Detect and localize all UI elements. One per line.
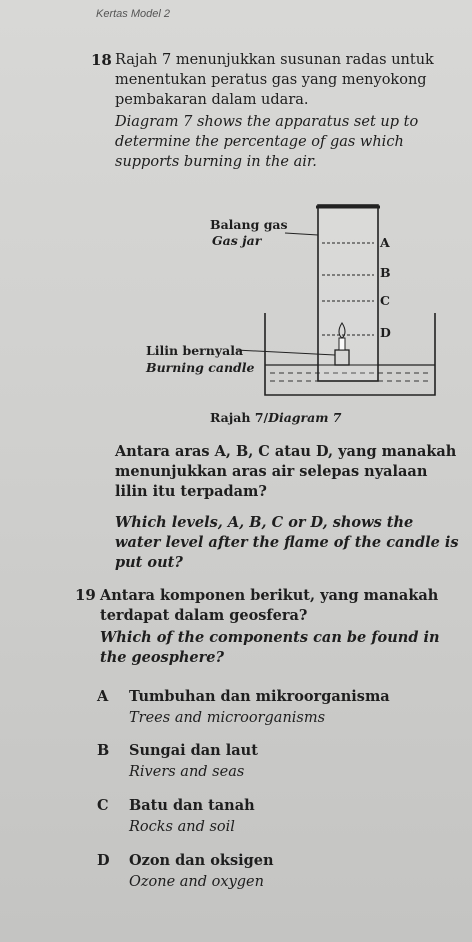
- gas-jar-label-ms: Balang gas: [210, 217, 288, 232]
- option-d-letter: D: [97, 852, 110, 869]
- level-label-c: C: [380, 293, 390, 308]
- pointer-gas-jar: [285, 233, 318, 235]
- option-c-english: Rocks and soil: [129, 819, 235, 835]
- level-label-d: D: [380, 325, 391, 340]
- candle: [339, 338, 345, 350]
- option-b-english: Rivers and seas: [129, 764, 245, 780]
- level-label-a: A: [380, 235, 390, 250]
- question-19-malay-text: Antara komponen berikut, yang manakah terdapat dalam geosfera?: [100, 587, 439, 624]
- option-b-letter: B: [97, 742, 110, 759]
- option-a-english: Trees and microorganisms: [129, 710, 326, 726]
- candle-label-en: Burning candle: [146, 360, 255, 375]
- question-18-number: 18: [91, 51, 112, 69]
- question-18-malay-text: Rajah 7 menunjukkan susunan radas untuk menentukan peratus gas yang menyokong pembakaran dalam udara.: [115, 52, 434, 108]
- question-18-english-text: Diagram 7 shows the apparatus set up to determine the percentage of gas which supports burning in the air.: [115, 114, 419, 170]
- level-label-b: B: [380, 265, 391, 280]
- gas-jar-label-en: Gas jar: [212, 233, 262, 248]
- page-header: Kertas Model 2: [96, 8, 170, 20]
- diagram-7: [130, 195, 450, 425]
- question-19-number: 19: [75, 586, 96, 604]
- option-c-malay: Batu dan tanah: [129, 797, 255, 814]
- option-d-english: Ozone and oxygen: [129, 874, 264, 890]
- option-a-malay: Tumbuhan dan mikroorganisma: [129, 688, 390, 705]
- question-18-prompt-english: Which levels, A, B, C or D, shows the water level after the flame of the candle is put out?: [115, 514, 459, 571]
- candle-label-ms: Lilin bernyala: [146, 343, 244, 358]
- option-b-malay: Sungai dan laut: [129, 742, 258, 759]
- apparatus-drawing: [130, 195, 450, 425]
- question-18-prompt-malay: Antara aras A, B, C atau D, yang manakah menunjukkan aras air selepas nyalaan lilin itu terpadam?: [115, 443, 457, 500]
- option-a-letter: A: [97, 688, 109, 705]
- diagram-caption: [210, 410, 342, 425]
- caption-malay: Rajah 7/: [210, 410, 269, 425]
- caption-english: Diagram 7: [268, 410, 342, 425]
- question-19-english-text: Which of the components can be found in the geosphere?: [100, 629, 440, 666]
- option-d-malay: Ozon dan oksigen: [129, 852, 274, 869]
- option-c-letter: C: [97, 797, 109, 814]
